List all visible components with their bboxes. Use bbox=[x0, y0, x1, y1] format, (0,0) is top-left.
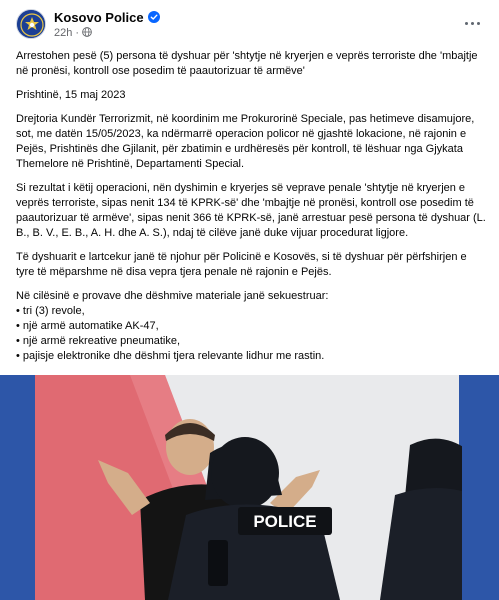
more-options-icon bbox=[465, 22, 468, 25]
post-time[interactable]: 22h bbox=[54, 27, 73, 39]
arrest-photo-illustration bbox=[0, 375, 499, 600]
post-paragraph: Drejtoria Kundër Terrorizmit, në koordinim me Prokurorinë Speciale, pas hetimeve disamujore, sot, me datën 15/05/2023, ka ndërmarrë operacion policor në gjashtë lokacione, në rajonin e Pejës, Prishtinës dhe Gjilanit, për zbatimin e urdhëresës për kontroll, të lëshuar nga Gjykata Themelore në Prishtinë, Departamenti Special. bbox=[16, 113, 475, 170]
meta-separator: · bbox=[75, 27, 80, 39]
kosovo-police-emblem-icon bbox=[17, 10, 46, 39]
post-text bbox=[16, 49, 486, 412]
list-item: • pajisje elektronike dhe dëshmi tjera relevante lidhur me rastin. bbox=[16, 350, 325, 362]
list-item: • një armë rekreative pneumatike, bbox=[16, 335, 181, 347]
globe-icon[interactable] bbox=[82, 27, 92, 37]
post-headline: Arrestohen pesë (5) persona të dyshuar për 'shtytje në kryerjen e veprës terroriste dhe 'mbajtje në pronësi, kontroll ose posedim të paautorizuar të armëve' bbox=[16, 50, 478, 77]
more-options-button[interactable] bbox=[459, 10, 485, 36]
page-name[interactable] bbox=[54, 10, 160, 25]
post-photo[interactable] bbox=[0, 375, 499, 600]
police-vest-label: POLICE bbox=[253, 512, 317, 531]
post-paragraph: Si rezultat i këtij operacioni, nën dyshimin e kryerjes së veprave penale 'shtytje në kryerjen e veprës terroriste, sipas nenit 134 të KPRK-së' dhe 'mbajtje në pronësi, kontroll ose posedim të paautorizuar të armëve', sipas nenit 366 të KPRK-së, janë arrestuar pesë persona të dyshuar (L. B., B. V., E. B., A. H. dhe A. S.), ndaj të cilëve janë duke vijuar procedurat ligjore. bbox=[16, 182, 486, 239]
post-paragraph: Të dyshuarit e lartcekur janë të njohur për Policinë e Kosovës, si të dyshuar për përfshirjen e tyre të mëparshme në disa vepra tjera penale në rajonin e Pejës. bbox=[16, 251, 467, 278]
list-item: • tri (3) revole, bbox=[16, 305, 85, 317]
page-avatar[interactable] bbox=[16, 9, 46, 39]
post-meta bbox=[54, 27, 92, 39]
evidence-list bbox=[16, 304, 486, 364]
verified-badge-icon bbox=[148, 11, 160, 23]
evidence-intro: Në cilësinë e provave dhe dëshmive materiale janë sekuestruar: bbox=[16, 290, 329, 302]
post-dateline: Prishtinë, 15 maj 2023 bbox=[16, 89, 126, 101]
list-item: • një armë automatike AK-47, bbox=[16, 320, 159, 332]
post-header bbox=[0, 0, 499, 44]
page-name-text[interactable]: Kosovo Police bbox=[54, 10, 144, 25]
